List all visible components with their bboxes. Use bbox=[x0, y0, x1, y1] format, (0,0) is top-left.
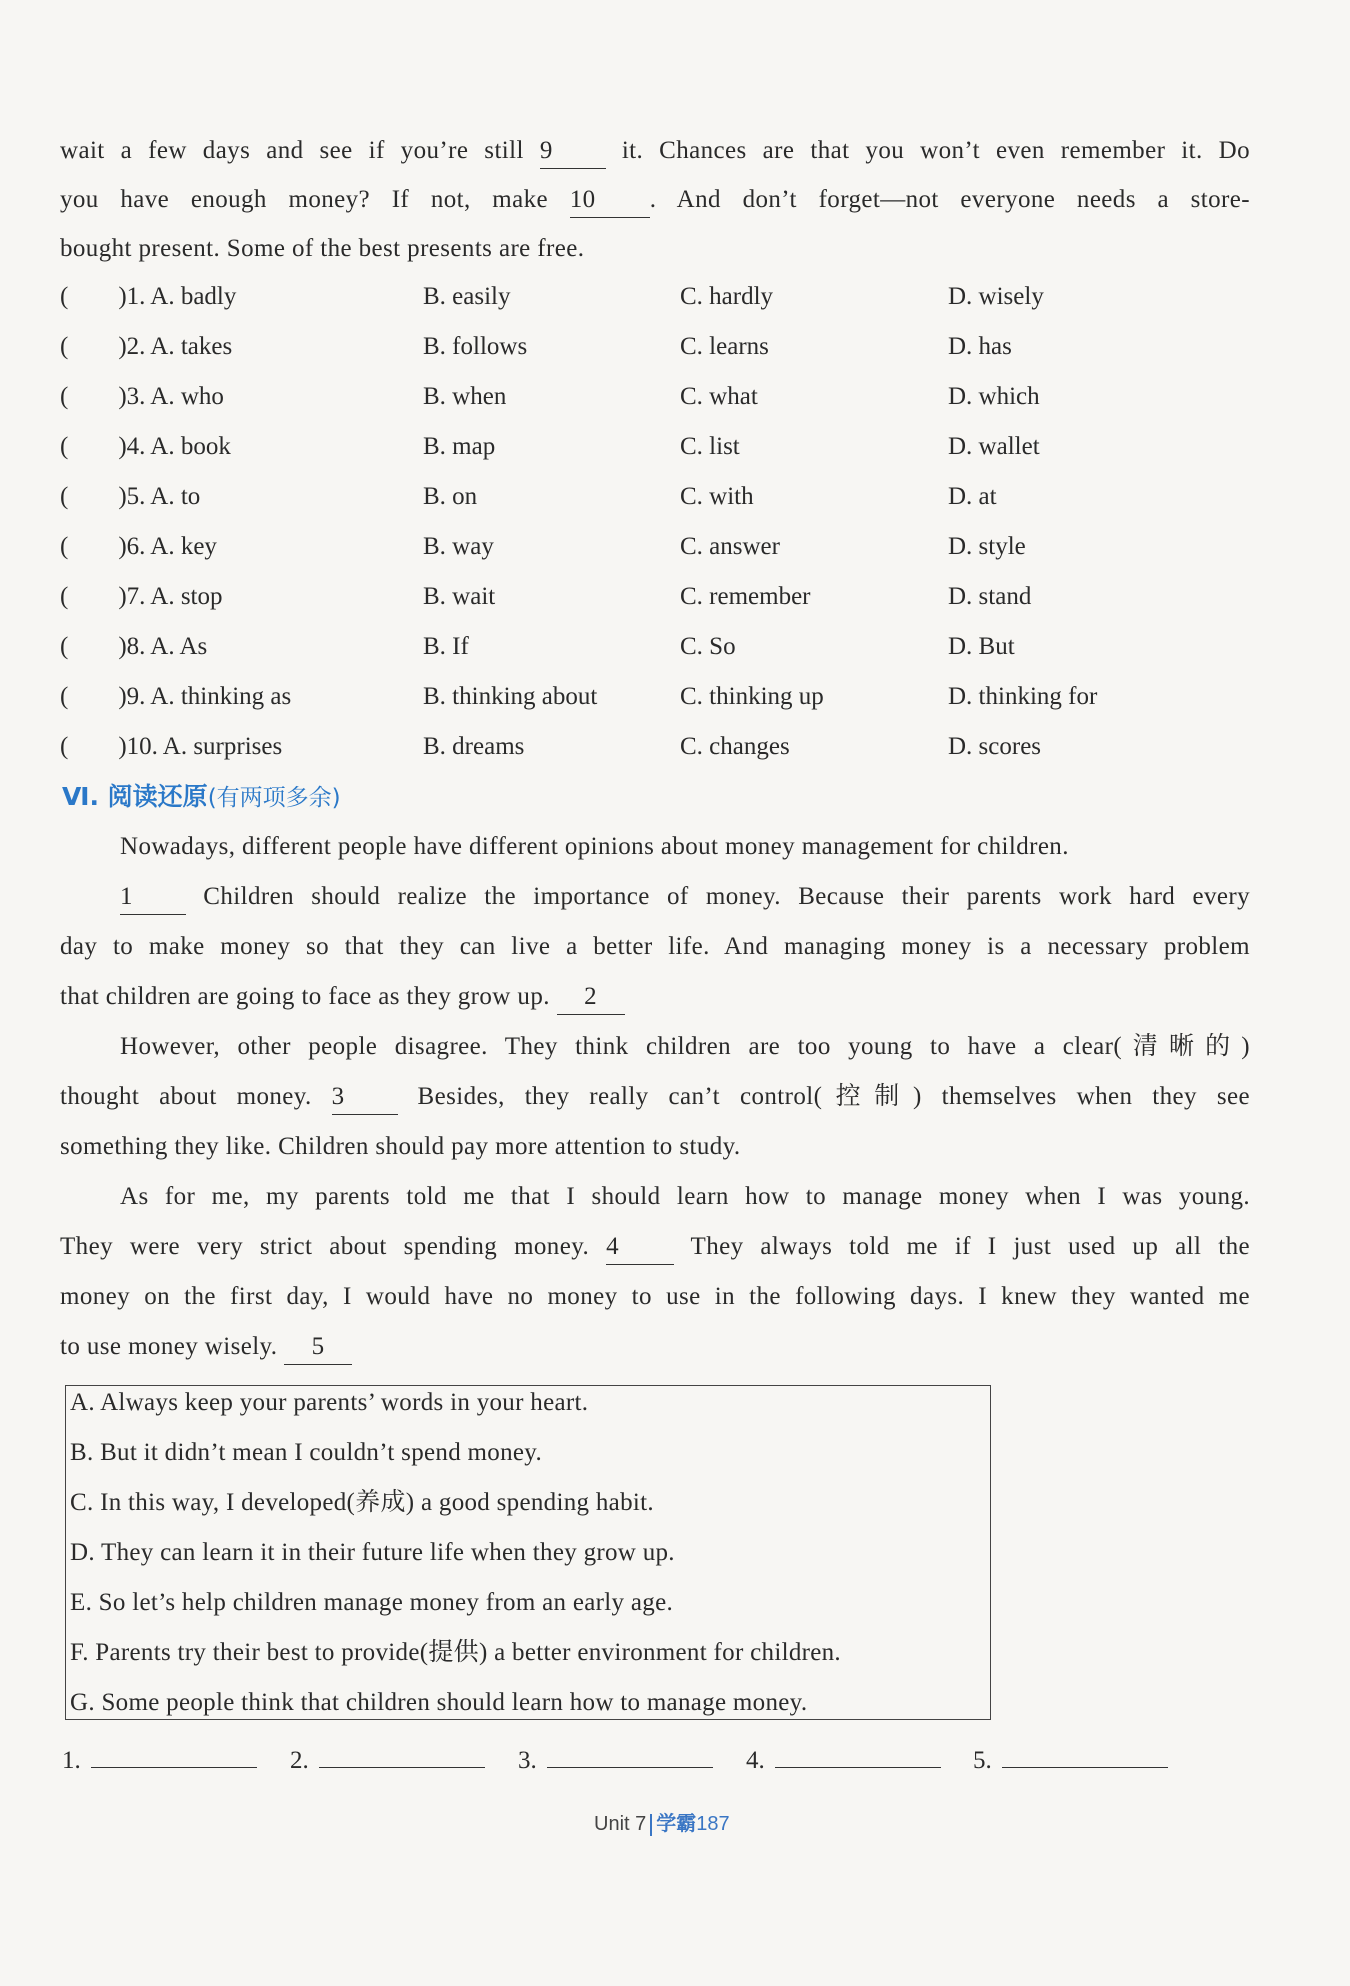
answer-line[interactable] bbox=[547, 1735, 713, 1768]
blank-10: 10 bbox=[570, 183, 650, 218]
choice-item: A. Always keep your parents’ words in your heart. bbox=[70, 1389, 589, 1416]
option-b: B. on bbox=[423, 483, 478, 510]
blank-9: 9 bbox=[540, 134, 606, 169]
answer-slot[interactable] bbox=[290, 1735, 485, 1786]
option-d: D. But bbox=[948, 633, 1015, 660]
option-number-a: ( )4. A. book bbox=[60, 433, 231, 460]
option-d: D. thinking for bbox=[948, 683, 1098, 710]
reading-p3-line1: However, other people disagree. They think children are too young to have a clear(清晰的) bbox=[120, 1033, 1250, 1060]
answer-number: 4. bbox=[746, 1747, 765, 1774]
passage-line-2: you have enough money? If not, make 10 . And don’t forget—not everyone needs a store- bbox=[60, 175, 1250, 225]
answer-line[interactable] bbox=[1002, 1735, 1168, 1768]
option-d: D. wallet bbox=[948, 433, 1040, 460]
option-b: B. If bbox=[423, 633, 469, 660]
option-c: C. what bbox=[680, 383, 758, 410]
footer-divider bbox=[650, 1814, 652, 1836]
answer-line[interactable] bbox=[775, 1735, 941, 1768]
reading-p4-line4: to use money wisely. 5 bbox=[60, 1322, 1250, 1372]
reading-p2-line1: 1 Children should realize the importance of money. Because their parents work hard every bbox=[60, 872, 1250, 922]
option-number-a: ( )10. A. surprises bbox=[60, 733, 283, 760]
answer-line[interactable] bbox=[91, 1735, 257, 1768]
choice-item: C. In this way, I developed(养成) a good spending habit. bbox=[70, 1489, 654, 1516]
choice-item: G. Some people think that children should learn how to manage money. bbox=[70, 1689, 808, 1716]
option-c: C. So bbox=[680, 633, 736, 660]
option-d: D. has bbox=[948, 333, 1012, 360]
reading-blank-4: 4 bbox=[606, 1230, 674, 1265]
choice-item: E. So let’s help children manage money from an early age. bbox=[70, 1589, 674, 1616]
option-number-a: ( )2. A. takes bbox=[60, 333, 233, 360]
reading-p4-line2: They were very strict about spending money. 4 They always told me if I just used up all the bbox=[60, 1222, 1250, 1272]
answer-number: 1. bbox=[62, 1747, 81, 1774]
option-c: C. learns bbox=[680, 333, 769, 360]
option-d: D. which bbox=[948, 383, 1040, 410]
option-d: D. scores bbox=[948, 733, 1042, 760]
option-b: B. when bbox=[423, 383, 507, 410]
option-c: C. answer bbox=[680, 533, 780, 560]
option-b: B. wait bbox=[423, 583, 496, 610]
reading-blank-1: 1 bbox=[120, 880, 186, 915]
footer-page-number: 187 bbox=[696, 1813, 730, 1835]
answer-number: 2. bbox=[290, 1747, 309, 1774]
option-d: D. stand bbox=[948, 583, 1032, 610]
option-b: B. follows bbox=[423, 333, 528, 360]
answer-number: 3. bbox=[518, 1747, 537, 1774]
option-c: C. remember bbox=[680, 583, 811, 610]
answer-slot[interactable] bbox=[518, 1735, 713, 1786]
option-c: C. changes bbox=[680, 733, 790, 760]
choice-item: D. They can learn it in their future life when they grow up. bbox=[70, 1539, 675, 1566]
option-number-a: ( )3. A. who bbox=[60, 383, 224, 410]
answer-line[interactable] bbox=[319, 1735, 485, 1768]
option-b: B. way bbox=[423, 533, 494, 560]
option-number-a: ( )1. A. badly bbox=[60, 283, 237, 310]
footer-unit: Unit 7 bbox=[594, 1813, 647, 1835]
reading-p2-line3: that children are going to face as they grow up. 2 bbox=[60, 972, 1250, 1022]
option-d: D. at bbox=[948, 483, 997, 510]
option-b: B. map bbox=[423, 433, 496, 460]
option-b: B. easily bbox=[423, 283, 511, 310]
option-number-a: ( )9. A. thinking as bbox=[60, 683, 292, 710]
option-number-a: ( )6. A. key bbox=[60, 533, 217, 560]
option-number-a: ( )7. A. stop bbox=[60, 583, 223, 610]
answer-number: 5. bbox=[973, 1747, 992, 1774]
option-c: C. list bbox=[680, 433, 740, 460]
reading-p4-line1: As for me, my parents told me that I should learn how to manage money when I was young. bbox=[120, 1183, 1250, 1210]
reading-p4-line3: money on the first day, I would have no money to use in the following days. I knew they wanted me bbox=[60, 1283, 1250, 1310]
answer-slot[interactable] bbox=[973, 1735, 1168, 1786]
reading-p2-line2: day to make money so that they can live a better life. And managing money is a necessary problem bbox=[60, 933, 1250, 960]
option-c: C. with bbox=[680, 483, 754, 510]
option-d: D. wisely bbox=[948, 283, 1044, 310]
option-c: C. thinking up bbox=[680, 683, 824, 710]
answer-slot[interactable] bbox=[746, 1735, 941, 1786]
footer-brand: 学霸 bbox=[656, 1811, 697, 1835]
passage-line-3: bought present. Some of the best presents are free. bbox=[60, 235, 585, 262]
passage-line-1: wait a few days and see if you’re still 9 it. Chances are that you won’t even remember it. Do bbox=[60, 126, 1250, 176]
page-footer bbox=[594, 1803, 730, 1844]
reading-blank-3: 3 bbox=[332, 1080, 398, 1115]
option-number-a: ( )5. A. to bbox=[60, 483, 201, 510]
option-c: C. hardly bbox=[680, 283, 774, 310]
section-heading: Ⅵ. 阅读还原(有两项多余) bbox=[62, 782, 341, 811]
choice-item: B. But it didn’t mean I couldn’t spend money. bbox=[70, 1439, 543, 1466]
option-number-a: ( )8. A. As bbox=[60, 633, 208, 660]
reading-blank-5: 5 bbox=[284, 1330, 352, 1365]
reading-p1: Nowadays, different people have different opinions about money management for children. bbox=[120, 833, 1069, 860]
reading-p3-line3: something they like. Children should pay more attention to study. bbox=[60, 1133, 741, 1160]
option-b: B. thinking about bbox=[423, 683, 598, 710]
answer-slot[interactable] bbox=[62, 1735, 257, 1786]
reading-p3-line2: thought about money. 3 Besides, they really can’t control(控制) themselves when they see bbox=[60, 1072, 1250, 1122]
option-b: B. dreams bbox=[423, 733, 525, 760]
reading-blank-2: 2 bbox=[557, 980, 625, 1015]
choice-item: F. Parents try their best to provide(提供) a better environment for children. bbox=[70, 1639, 841, 1666]
option-d: D. style bbox=[948, 533, 1026, 560]
